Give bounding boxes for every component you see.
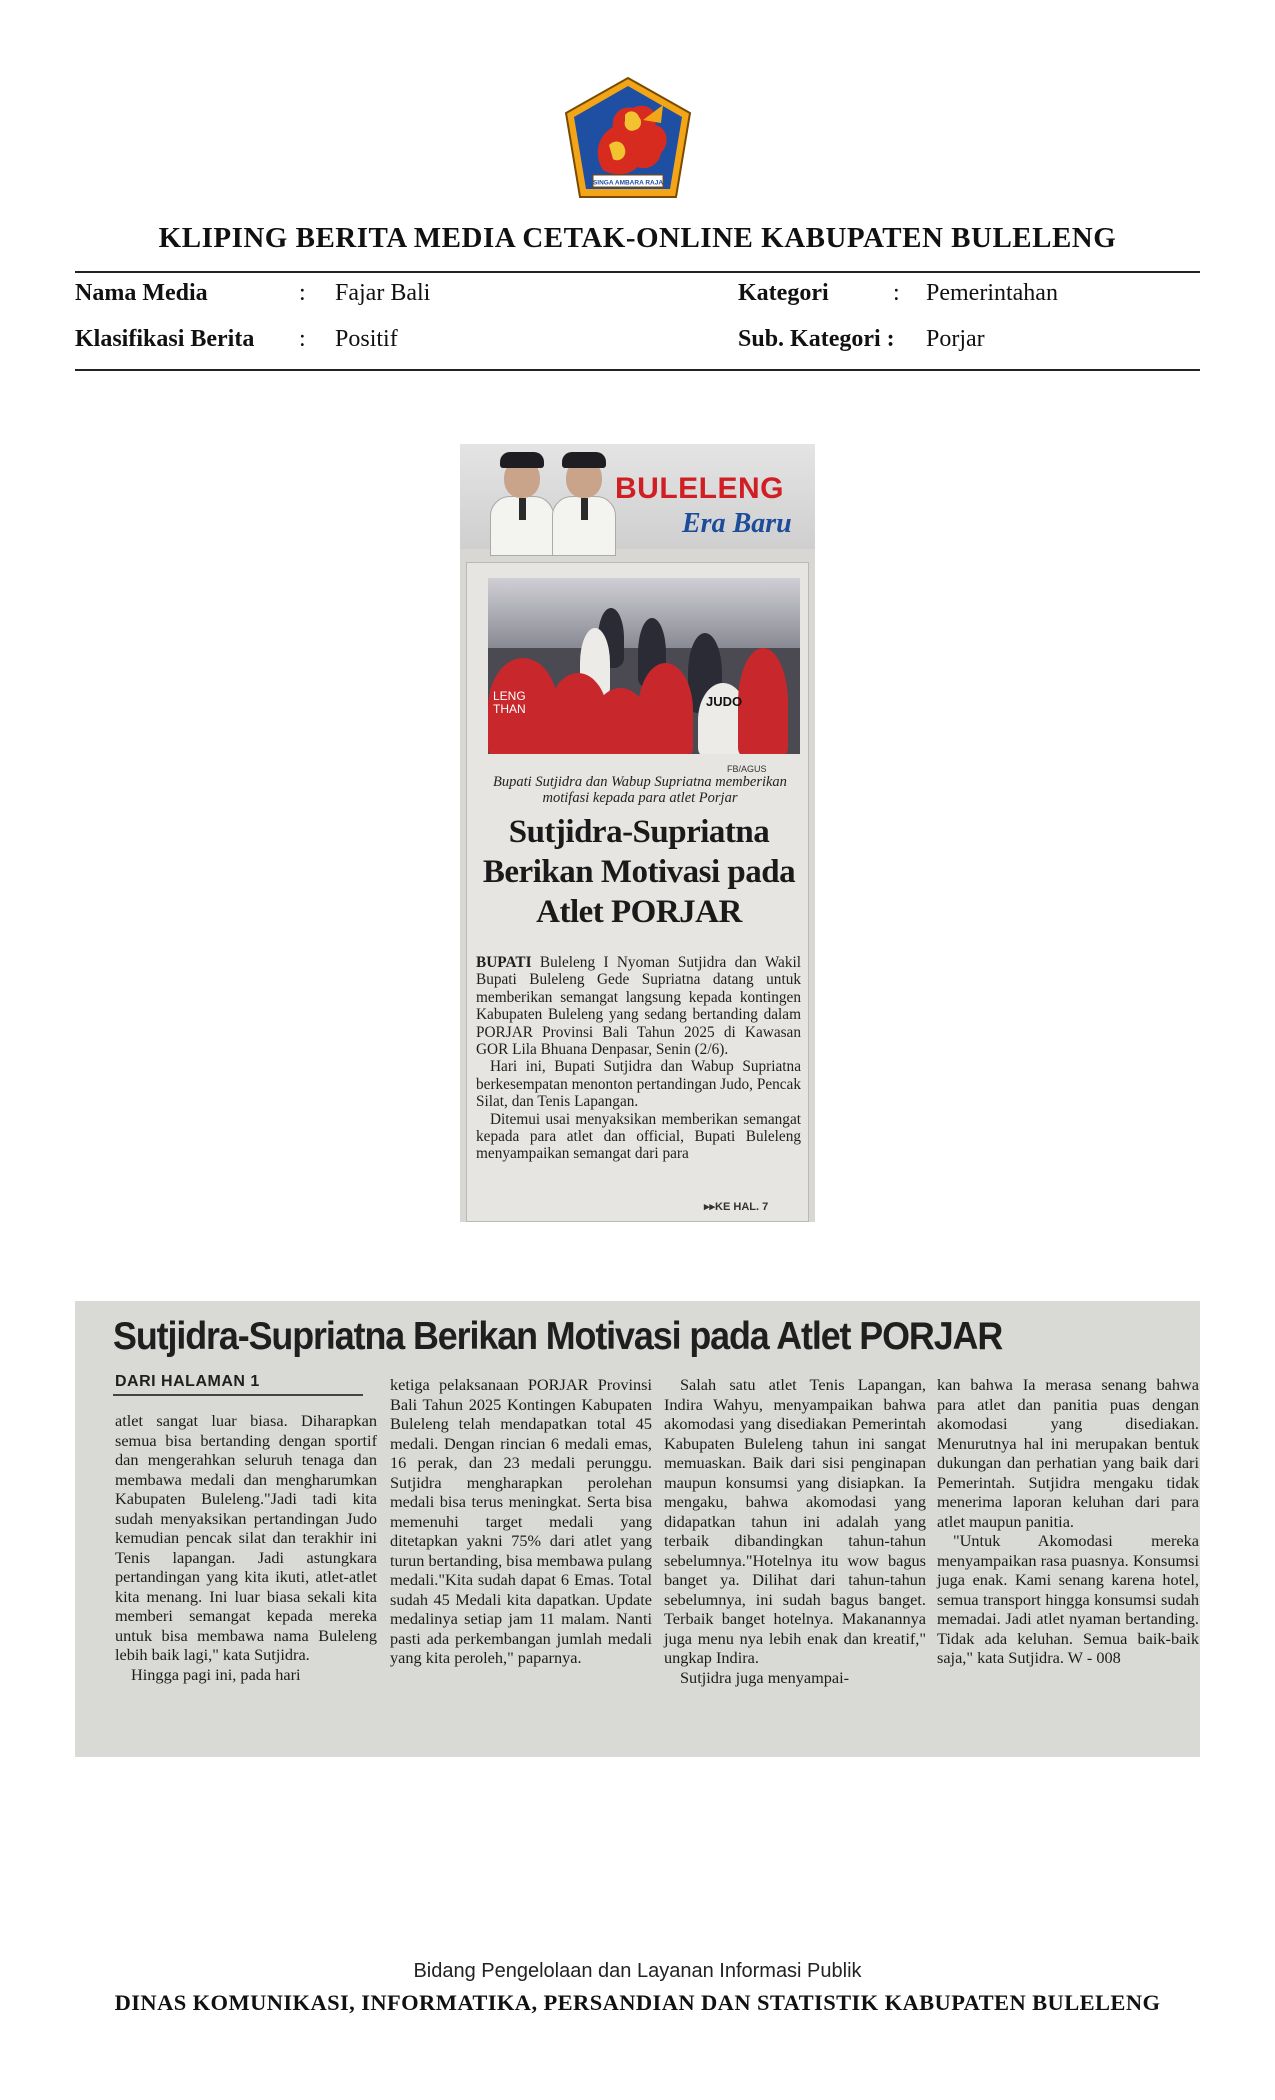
column-1 (115, 1411, 377, 1684)
column-4 (937, 1375, 1199, 1668)
photo-credit: FB/AGUS (727, 764, 767, 774)
media-value: Fajar Bali (335, 280, 431, 306)
section-banner (460, 444, 815, 549)
continuation-headline: Sutjidra-Supriatna Berikan Motivasi pada Atlet PORJAR (113, 1315, 1003, 1358)
photo-judo-sign: JUDO (706, 694, 743, 709)
header-rule-top (75, 271, 1200, 273)
document-title: KLIPING BERITA MEDIA CETAK-ONLINE KABUPATEN BULELENG (158, 222, 1117, 254)
kategori-value: Pemerintahan (926, 280, 1058, 306)
vice-regent-photo (552, 450, 616, 548)
newspaper-clipping-front (460, 444, 815, 1222)
lead-bold: BUPATI (476, 954, 532, 971)
meta-row-media (75, 280, 1200, 316)
newspaper-clipping-continuation (75, 1301, 1200, 1757)
photo-caption: Bupati Sutjidra dan Wabup Supriatna memberikan motifasi kepada para atlet Porjar (493, 774, 787, 806)
column-paragraph: ketiga pelaksanaan PORJAR Provinsi Bali Tahun 2025 Kontingen Kabupaten Buleleng telah mendapatkan total 45 medali. Dengan rincian 6 medali emas, 16 perak, dan 23 medali perunggu. Sutjidra mengharapkan perolehan medali bisa terus meningkat. Serta bisa memenuhi target medali yang ditetapkan yakni 75% dari atlet yang turun bertanding, bisa membawa pulang medali."Kita sudah dapat 6 Emas. Total sudah 45 Medali kita dapatkan. Update medalinya setiap jam 11 malam. Nanti pasti ada perkembangan jumlah medali yang kita peroleh," paparnya. (390, 1375, 652, 1667)
news-photo (488, 578, 800, 754)
column-paragraph: Sutjidra juga menyampai- (680, 1667, 850, 1687)
media-label: Nama Media (75, 280, 208, 306)
kategori-label: Kategori (738, 280, 829, 306)
subkategori-value: Porjar (926, 326, 985, 352)
article-lead (476, 954, 801, 1058)
photo-banner-text: LENG THAN (493, 689, 526, 716)
article-paragraph: Hari ini, Bupati Sutjidra dan Wabup Supriatna berkesempatan menonton pertandingan Judo, Pencak Silat, dan Tenis Lapangan. (476, 1058, 801, 1111)
section-brand-sub: Era Baru (682, 508, 792, 539)
meta-row-klasifikasi (75, 326, 1200, 362)
footer-agency: DINAS KOMUNIKASI, INFORMATIKA, PERSANDIAN DAN STATISTIK KABUPATEN BULELENG (114, 1990, 1161, 2015)
klasifikasi-value: Positif (335, 326, 398, 352)
singa-ambara-raja-logo-icon (563, 75, 693, 200)
media-colon: : (299, 280, 306, 306)
regent-photo (490, 450, 554, 548)
footer-department: Bidang Pengelolaan dan Layanan Informasi Publik (413, 1960, 862, 1982)
klasifikasi-colon: : (299, 326, 306, 352)
klasifikasi-label: Klasifikasi Berita (75, 326, 255, 352)
continuation-rule (113, 1394, 363, 1396)
continuation-source: DARI HALAMAN 1 (115, 1373, 260, 1390)
article-paragraph: Ditemui usai menyaksikan memberikan semangat kepada para atlet dan official, Bupati Buleleng menyampaikan semangat dari para (476, 1110, 801, 1163)
section-brand: BULELENG (615, 472, 784, 505)
article-headline: Sutjidra-Supriatna Berikan Motivasi pada Atlet PORJAR (482, 814, 796, 930)
article-body (476, 954, 801, 1163)
column-paragraph: "Untuk Akomodasi mereka menyampaikan rasa puasnya. Konsumsi juga enak. Kami senang karena hotel, semua transport hingga konsumsi sudah memadai. Jadi atlet nyaman bertanding. Tidak ada keluhan. Semua baik-baik saja," kata Sutjidra. W - 008 (937, 1531, 1199, 1667)
kategori-colon: : (893, 280, 900, 306)
logo-text: SINGA AMBARA RAJA (592, 179, 664, 187)
column-paragraph: Salah satu atlet Tenis Lapangan, Indira Wahyu, menyampaikan bahwa akomodasi yang disediakan Pemerintah Kabupaten Buleleng tahun ini sangat memuaskan. Baik dari sisi penginapan maupun konsumsi yang disiapkan. Ia mengaku, bahwa akomodasi yang didapatkan tahun ini adalah yang terbaik dibandingkan tahun-tahun sebelumnya."Hotelnya itu wow bagus banget ya. Dilihat dari tahun-tahun sebelumnya, ini sudah bagus banget. Terbaik banget hotelnya. Makanannya juga menu nya lebih enak dan kreatif," ungkap Indira. (664, 1375, 926, 1667)
subkategori-label: Sub. Kategori : (738, 326, 895, 352)
column-3 (664, 1375, 926, 1687)
column-paragraph: atlet sangat luar biasa. Diharapkan semua bisa bertanding dengan sportif dan mengerahkan seluruh tenaga dan membawa medali dan mengharumkan Kabupaten Buleleng."Jadi tadi kita sudah menyaksikan pertandingan Judo kemudian pencak silat dan terakhir ini Tenis lapangan. Jadi astungkara pertandingan yang kita ikuti, atlet-atlet kita menang. Ini luar biasa sekali kita memberi semangat kepada mereka untuk bisa membawa nama Buleleng lebih baik lagi," kata Sutjidra. (115, 1411, 377, 1664)
column-paragraph: kan bahwa Ia merasa senang bahwa para atlet dan panitia puas dengan akomodasi yang disediakan. Menurutnya hal ini merupakan bentuk dukungan dan perhatian yang baik dari Pemerintah. Sutjidra mengaku tidak menerima laporan keluhan dari para atlet maupun panitia. (937, 1375, 1199, 1531)
lead-rest: Buleleng I Nyoman Sutjidra dan Wakil Bupati Buleleng Gede Supriatna datang untuk memberikan semangat langsung kepada kontingen Kabupaten Buleleng yang sedang bertanding dalam PORJAR Provinsi Bali Tahun 2025 di Kawasan GOR Lila Bhuana Denpasar, Senin (2/6). (476, 954, 801, 1059)
header-rule-bottom (75, 369, 1200, 371)
continued-marker: ▸▸KE HAL. 7 (704, 1201, 769, 1213)
column-paragraph: Hingga pagi ini, pada hari (131, 1664, 301, 1684)
column-2 (390, 1375, 652, 1668)
